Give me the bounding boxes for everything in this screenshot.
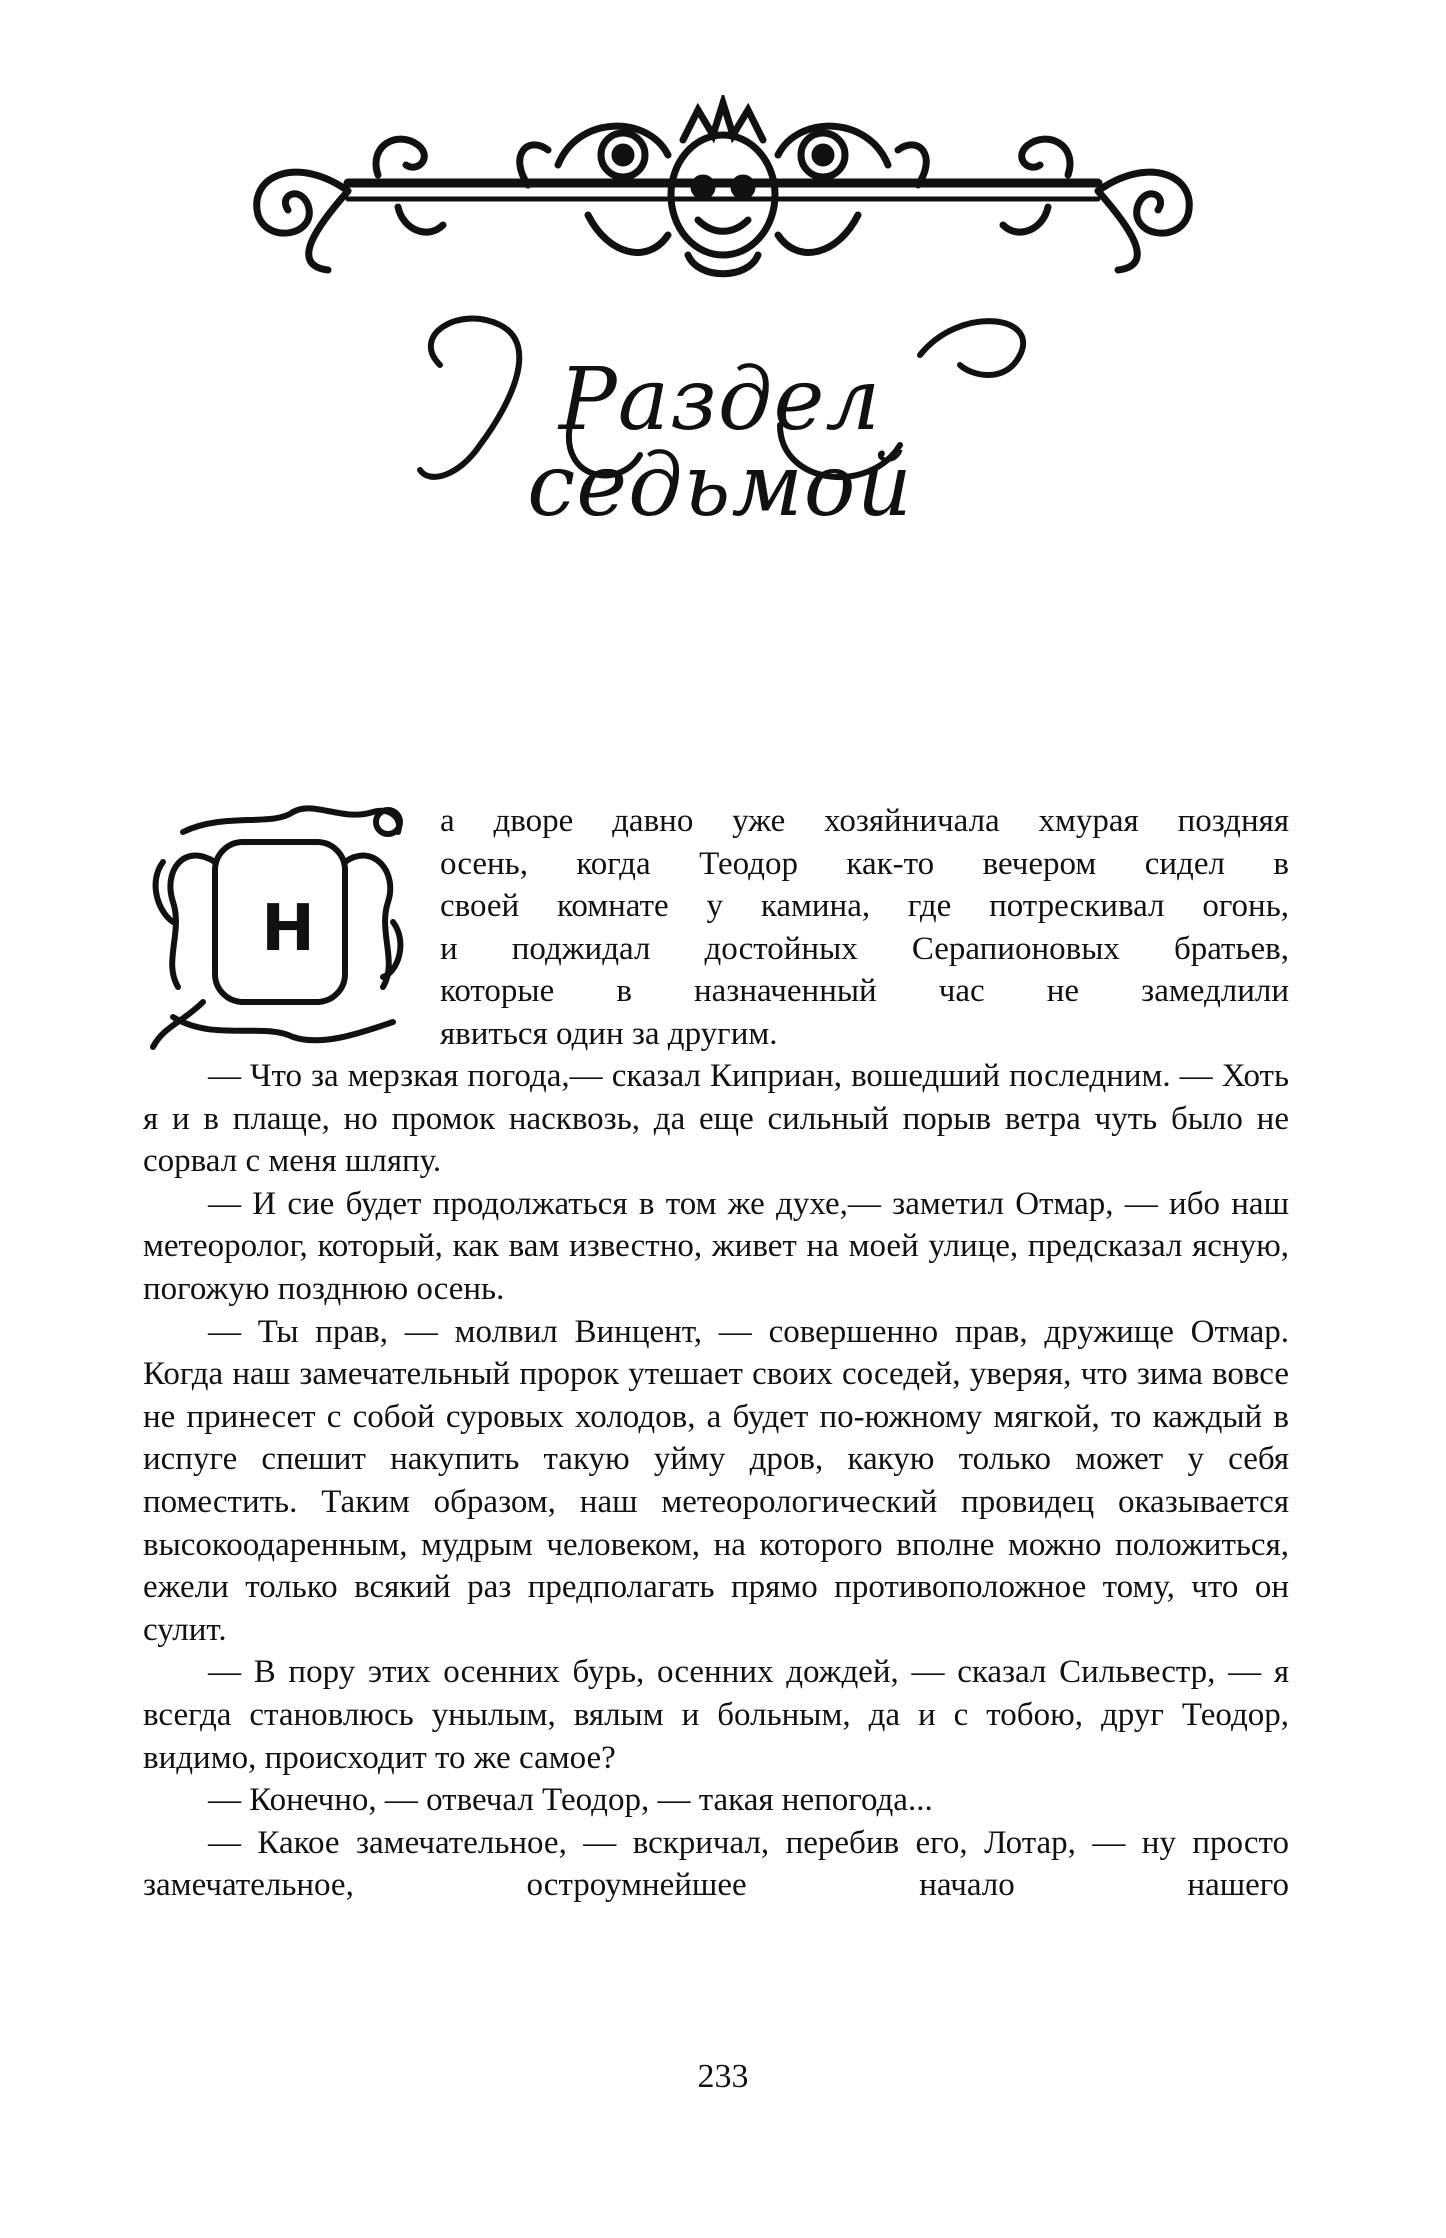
drop-cap-letter: Н bbox=[261, 891, 315, 966]
chapter-title-block bbox=[400, 295, 1040, 536]
drop-cap-text bbox=[440, 800, 1289, 1056]
drop-cap-line: осень, когда Теодор как-то вечером сидел в bbox=[440, 845, 1289, 882]
drop-cap-line: явиться один за другим. bbox=[440, 1015, 778, 1052]
headpiece-ornament bbox=[228, 95, 1218, 285]
drop-cap-line: а дворе давно уже хозяйничала хмурая поздняя bbox=[440, 803, 1289, 839]
paragraph: — В пору этих осенних бурь, осенних дождей, — сказал Сильвестр, — я всегда становлюсь унылым, вялым и больным, да и с тобою, друг Теодор, видимо, происходит то же самое? bbox=[143, 1654, 1289, 1776]
page-number: 233 bbox=[697, 2058, 749, 2095]
chapter-title: Раздел седьмой bbox=[527, 350, 913, 536]
paragraph: — Что за мерзкая погода,— сказал Киприан, вошедший последним. — Хоть я и в плаще, но промок насквозь, да еще сильный порыв ветра чуть было не сорвал с меня шляпу. bbox=[143, 1058, 1289, 1180]
drop-cap-line: и поджидал достойных Серапионовых братьев, bbox=[440, 930, 1289, 967]
paragraph: — Какое замечательное, — вскричал, перебив его, Лотар, — ну просто замечательное, остроумнейшее начало нашего bbox=[143, 1824, 1289, 1904]
paragraph: — Конечно, — отвечал Теодор, — такая непогода... bbox=[208, 1782, 933, 1819]
paragraph: — Ты прав, — молвил Винцент, — совершенно прав, дружище Отмар. Когда наш замечательный пророк утешает своих соседей, уверяя, что зима вовсе не принесет с собой суровых холодов, а будет по-южному мягкой, то каждый в испуге спешит накупить такую уйму дров, какую только может у себя поместить. Таким образом, наш метеорологический провидец оказывается высокоодаренным, мудрым человеком, на которого вполне можно положиться, ежели только всякий раз предполагать прямо противоположное тому, что он сулит. bbox=[143, 1313, 1289, 1648]
paragraph: — И сие будет продолжаться в том же духе,— заметил Отмар, — ибо наш метеоролог, который, как вам известно, живет на моей улице, предсказал ясную, погожую позднюю осень. bbox=[143, 1185, 1289, 1307]
title-flourish bbox=[400, 295, 1040, 495]
opening-paragraph bbox=[143, 800, 1289, 1055]
drop-cap-line: которые в назначенный час не замедлили bbox=[440, 973, 1289, 1010]
drop-cap bbox=[143, 802, 413, 1052]
body-text bbox=[143, 800, 1289, 1907]
drop-cap-line: своей комнате у камина, где потрескивал огонь, bbox=[440, 888, 1289, 925]
